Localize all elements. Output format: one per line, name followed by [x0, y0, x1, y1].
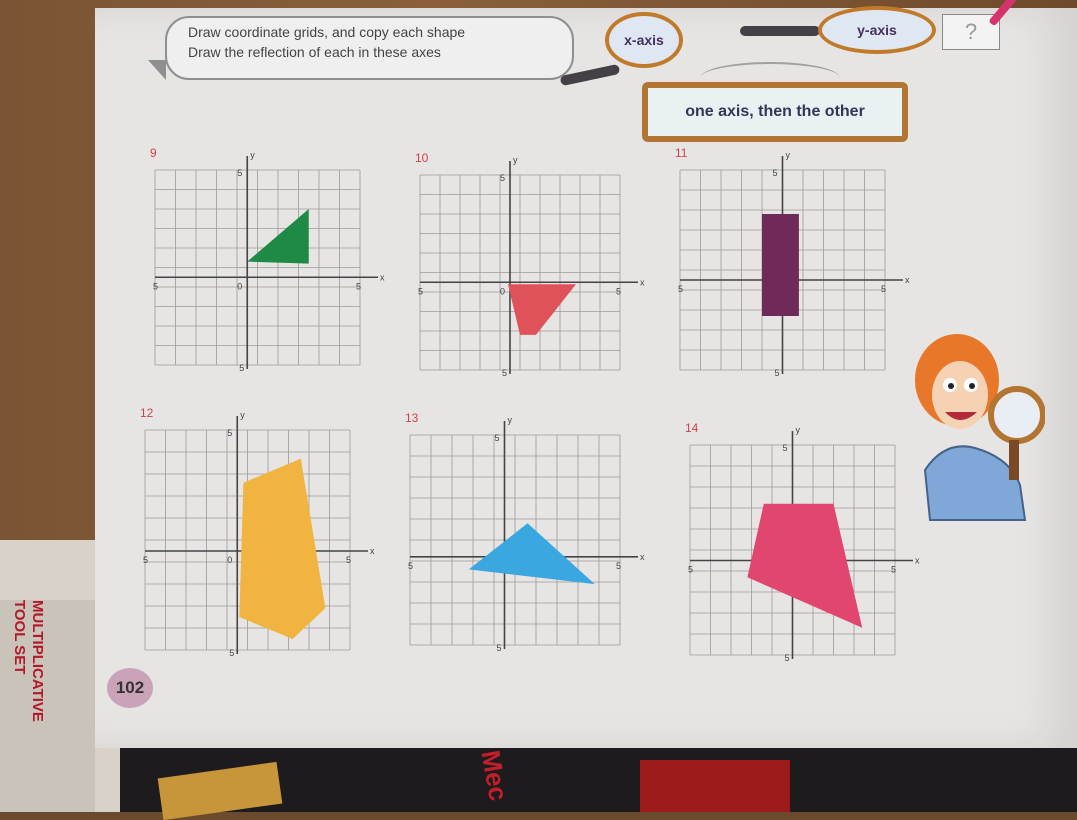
- coordinate-grid: [675, 420, 920, 675]
- x-axis-min-label: 5: [688, 564, 694, 575]
- origin-label: 0: [237, 281, 243, 292]
- y-axis-min-label: 5: [784, 653, 790, 663]
- sign-text: one axis, then the other: [685, 103, 865, 120]
- coordinate-grid: [130, 405, 375, 670]
- x-axis-letter: x: [905, 275, 910, 285]
- x-axis-min-label: 5: [418, 286, 424, 297]
- speech-bubble-tail: [148, 60, 166, 80]
- coordinate-grid: [665, 145, 910, 390]
- problem-5: [395, 410, 645, 665]
- magazine-red-block: [640, 760, 790, 812]
- instruction-line-2: Draw the reflection of each in these axes: [188, 44, 441, 60]
- y-axis-max-label: 5: [237, 168, 243, 178]
- x-axis-min-label: 5: [143, 555, 149, 565]
- coordinate-grid: [405, 150, 645, 390]
- reflection-shape: [762, 214, 799, 316]
- problem-3: [665, 145, 910, 390]
- x-axis-letter: x: [380, 272, 385, 283]
- y-axis-max-label: 5: [494, 433, 500, 443]
- y-axis-letter: y: [507, 415, 512, 425]
- y-axis-min-label: 5: [239, 363, 245, 373]
- instruction-line-1: Draw coordinate grids, and copy each shape: [188, 24, 466, 40]
- coordinate-grid: [395, 410, 645, 665]
- problem-number: 12: [140, 406, 154, 420]
- problem-4: [130, 405, 375, 670]
- reflection-shape: [469, 523, 595, 584]
- x-axis-min-label: 5: [153, 281, 159, 292]
- origin-label: 0: [500, 286, 506, 297]
- y-axis-label: y-axis: [857, 22, 897, 38]
- problem-number: 14: [685, 421, 699, 435]
- y-axis-letter: y: [785, 150, 790, 160]
- x-axis-max-label: 5: [356, 281, 362, 292]
- y-axis-letter: y: [240, 410, 245, 420]
- booklet-title: MULTIPLICATIVE TOOL SET: [11, 600, 46, 722]
- x-axis-min-label: 5: [678, 284, 684, 294]
- problem-number: 11: [675, 146, 688, 160]
- y-axis-max-label: 5: [772, 168, 778, 178]
- question-mark-icon: ?: [964, 19, 978, 44]
- x-axis-letter: x: [640, 551, 645, 562]
- y-axis-min-label: 5: [774, 368, 780, 378]
- y-axis-min-label: 5: [496, 643, 502, 653]
- problem-6: [675, 420, 920, 675]
- x-axis-badge: [605, 12, 683, 68]
- y-axis-letter: y: [795, 425, 800, 435]
- hanging-sign: [642, 82, 908, 142]
- y-axis-min-label: 5: [229, 648, 235, 658]
- reflection-shape: [239, 459, 325, 639]
- origin-label: 0: [227, 555, 233, 565]
- y-axis-min-label: 5: [502, 368, 508, 378]
- coordinate-grid: [140, 145, 385, 385]
- x-axis-max-label: 5: [616, 560, 622, 571]
- x-axis-max-label: 5: [881, 284, 887, 294]
- y-axis-magnifier-handle: [740, 26, 820, 36]
- reflection-shape: [747, 504, 862, 628]
- problem-2: [405, 150, 645, 390]
- x-axis-max-label: 5: [616, 286, 622, 297]
- x-axis-max-label: 5: [891, 564, 897, 575]
- x-axis-label: x-axis: [624, 32, 664, 48]
- magazine-letters: Mec: [475, 748, 514, 804]
- problem-1: [140, 145, 385, 385]
- problem-number: 13: [405, 411, 419, 425]
- x-axis-max-label: 5: [346, 555, 352, 565]
- y-axis-max-label: 5: [227, 428, 233, 438]
- x-axis-letter: x: [640, 277, 645, 288]
- reflection-shape: [508, 284, 576, 335]
- y-axis-letter: y: [513, 155, 518, 165]
- problem-number: 10: [415, 151, 429, 165]
- x-axis-min-label: 5: [408, 560, 414, 571]
- problem-number: 9: [150, 146, 157, 160]
- girl-with-magnifier-illustration: [905, 320, 1045, 530]
- y-axis-letter: y: [250, 150, 255, 160]
- page-number: 102: [107, 668, 153, 708]
- y-axis-max-label: 5: [500, 173, 506, 183]
- x-axis-letter: x: [370, 546, 375, 556]
- x-axis-letter: x: [915, 555, 920, 566]
- y-axis-badge: [818, 6, 936, 54]
- y-axis-max-label: 5: [782, 443, 788, 453]
